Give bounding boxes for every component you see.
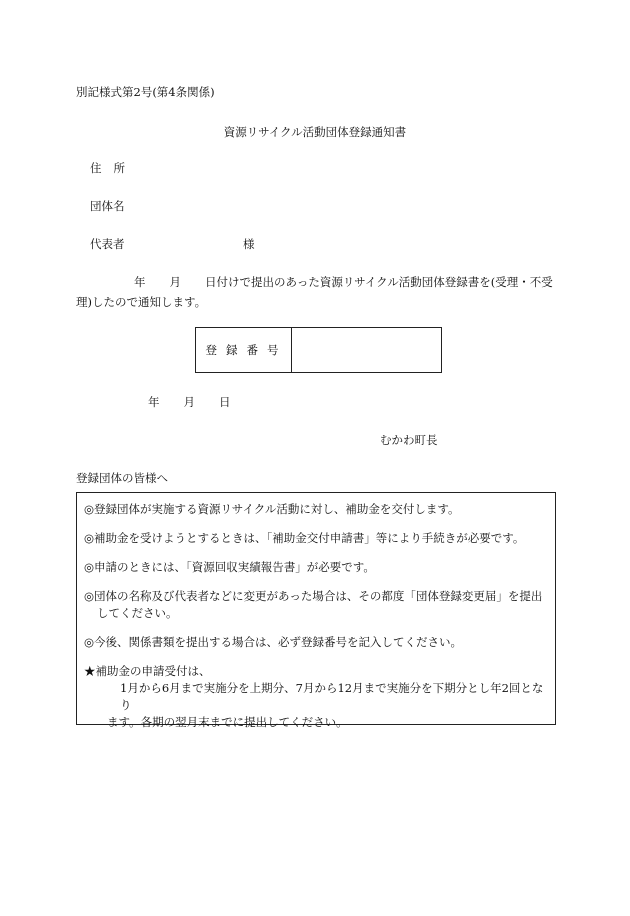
notice-star-line2: 1月から6月まで実施分を上期分、7月から12月まで実施分を下期分とし年2回となり <box>120 681 544 712</box>
notice-item-schedule <box>84 663 547 731</box>
notice-item-change <box>84 588 547 622</box>
honorific-sama: 様 <box>243 237 255 251</box>
issue-date <box>148 394 231 411</box>
body-text: 日付けで提出のあった資源リサイクル活動団体登録書を(受理・不受理)したので通知します。 <box>76 275 553 309</box>
group-name-label: 団体名 <box>90 199 125 213</box>
representative-label: 代表者 <box>90 237 125 251</box>
registration-number-label: 登録番号 <box>196 328 292 373</box>
notice-item-change-line1: ◎団体の名称及び代表者などに変更があった場合は、その都度「団体登録変更届」を提出 <box>84 589 543 603</box>
notice-box <box>76 492 556 729</box>
form-reference: 別記様式第2号(第4条関係) <box>76 85 215 99</box>
notice-heading: 登録団体の皆様へ <box>76 471 168 485</box>
registration-number-table <box>195 327 442 373</box>
address-label-text: 住所 <box>90 161 137 175</box>
body-month: 月 <box>169 275 181 289</box>
notice-item-report: ◎申請のときには、「資源回収実績報告書」が必要です。 <box>84 560 375 574</box>
issuer-mayor: むかわ町長 <box>380 433 438 447</box>
body-year: 年 <box>134 275 146 289</box>
notice-item-change-line2: してください。 <box>97 606 178 620</box>
issue-day: 日 <box>219 395 231 409</box>
registration-number-value <box>292 328 442 373</box>
issue-year: 年 <box>148 395 160 409</box>
notice-item-subsidy: ◎登録団体が実施する資源リサイクル活動に対し、補助金を交付します。 <box>84 502 460 516</box>
document-title: 資源リサイクル活動団体登録通知書 <box>223 125 407 139</box>
notice-star-line3: ます。各期の翌月末までに提出してください。 <box>107 715 348 729</box>
notification-body <box>76 272 561 312</box>
notice-item-application: ◎補助金を受けようとするときは、「補助金交付申請書」等により手続きが必要です。 <box>84 531 525 545</box>
notice-item-regnumber: ◎今後、関係書類を提出する場合は、必ず登録番号を記入してください。 <box>84 635 463 649</box>
address-label <box>90 160 137 177</box>
notice-star-line1: ★補助金の申請受付は、 <box>84 664 211 678</box>
issue-month: 月 <box>183 395 195 409</box>
